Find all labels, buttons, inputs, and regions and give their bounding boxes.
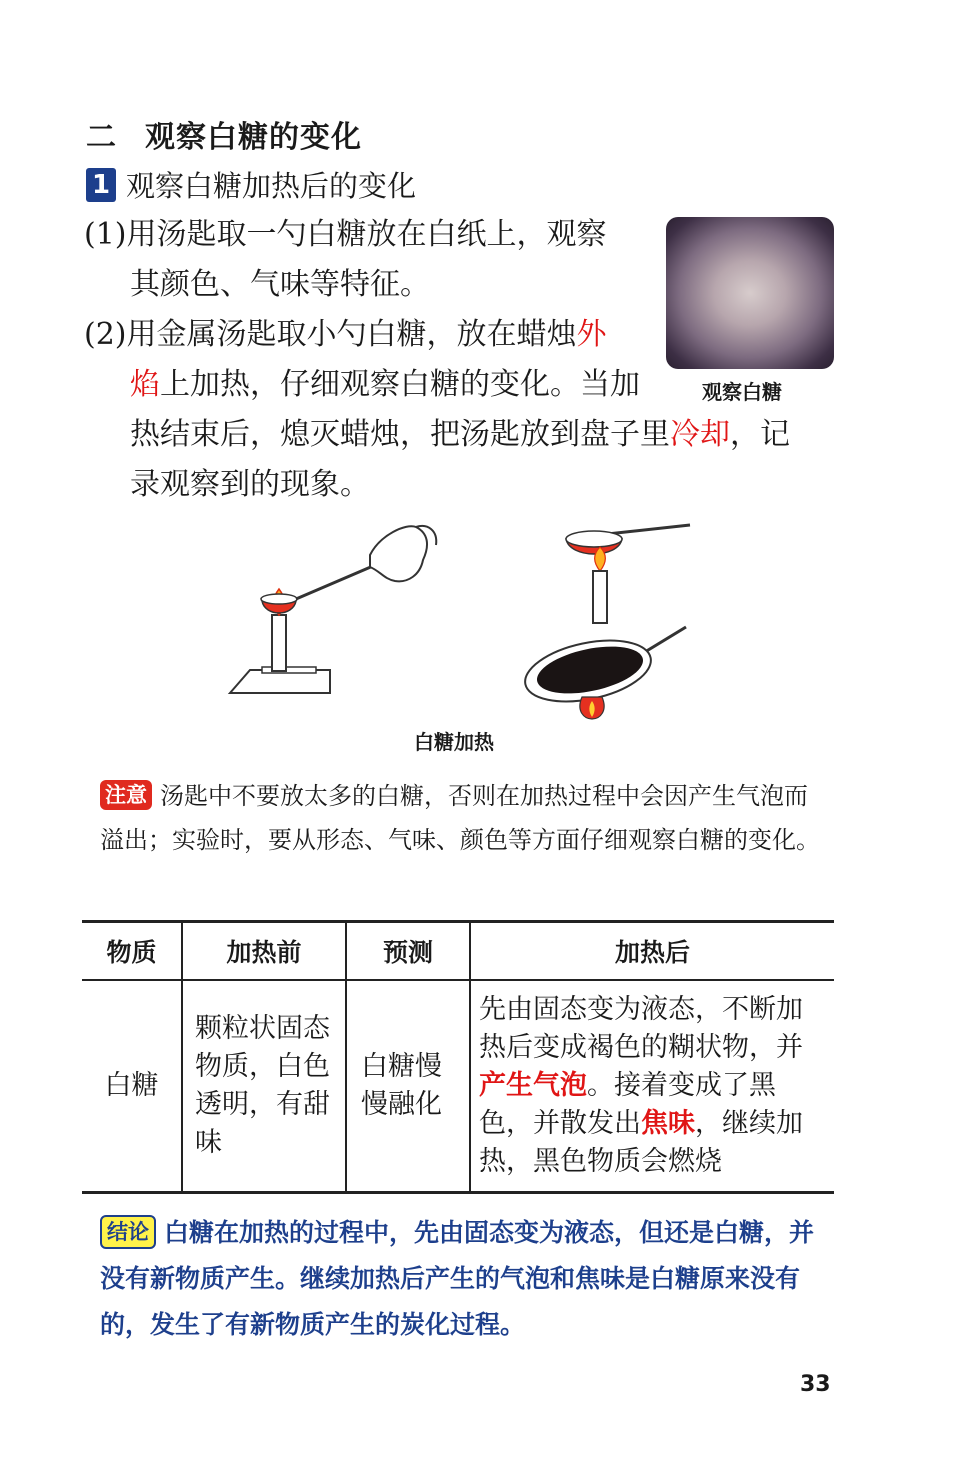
step-1-line-1: (1)用汤匙取一勺白糖放在白纸上，观察 — [84, 217, 607, 252]
note-text: 汤匙中不要放太多的白糖，否则在加热过程中会因产生气泡而溢出；实验时，要从形态、气味、颜色等方面仔细观察白糖的变化。 — [100, 782, 820, 854]
step-2-line-2: 上加热，仔细观察白糖的变化。当加 — [160, 367, 640, 402]
step-2-line-3: 热结束后，熄灭蜡烛，把汤匙放到盘子里 — [130, 417, 670, 452]
step-1 — [84, 210, 664, 310]
conclusion-text: 白糖在加热的过程中，先由固态变为液态，但还是白糖，并没有新物质产生。继续加热后产生的气泡和焦味是白糖原来没有的，发生了有新物质产生的炭化过程。 — [100, 1218, 815, 1339]
step-2-line-1: (2)用金属汤匙取小勺白糖，放在蜡烛 — [84, 317, 577, 352]
cell-predict: 白糖慢慢融化 — [346, 980, 470, 1193]
subsection-title: 观察白糖加热后的变化 — [126, 169, 417, 203]
cell-substance: 白糖 — [104, 1070, 159, 1101]
step-2-line-4: 录观察到的现象。 — [130, 467, 370, 502]
spoon-over-candle-illustration — [566, 525, 690, 623]
candle-with-spoon-illustration — [230, 526, 436, 693]
step-1-line-2: 其颜色、气味等特征。 — [130, 267, 430, 302]
sugar-photo — [666, 217, 834, 369]
highlight-flame: 焰 — [130, 367, 160, 402]
subsection-number-badge: 1 — [86, 168, 116, 202]
conclusion-box — [100, 1210, 830, 1348]
header-before: 加热前 — [182, 922, 346, 981]
photo-caption: 观察白糖 — [702, 380, 782, 404]
step-2: (2)用金属汤匙取小勺白糖，放在蜡烛外 焰上加热，仔细观察白糖的变化。当加 热结束后，熄灭蜡烛，把汤匙放到盘子里冷却，记 录观察到的现象。 — [84, 310, 844, 510]
table-header-row — [82, 922, 834, 981]
highlight-bubbles: 产生气泡 — [479, 1070, 587, 1101]
cell-before: 颗粒状固态物质，白色透明，有甜味 — [182, 980, 346, 1193]
highlight-cool: 冷却 — [670, 417, 730, 452]
page-number: 33 — [800, 1372, 831, 1397]
figure-caption: 白糖加热 — [414, 730, 494, 754]
burnt-sugar-spoon-illustration — [520, 627, 686, 719]
observation-table — [82, 920, 834, 1194]
highlight-outer: 外 — [576, 317, 607, 352]
heating-illustration — [220, 505, 710, 725]
header-predict: 预测 — [346, 922, 470, 981]
highlight-burnt-smell: 焦味 — [641, 1108, 695, 1139]
header-substance: 物质 — [82, 922, 182, 981]
section-heading — [86, 112, 362, 156]
note-tag: 注意 — [100, 780, 152, 810]
header-after: 加热后 — [470, 922, 834, 981]
table-row — [82, 980, 834, 1193]
subsection-heading — [86, 164, 416, 205]
cell-after: 先由固态变为液态，不断加热后变成褐色的糊状物，并产生气泡。接着变成了黑色，并散发出焦味，继续加热，黑色物质会燃烧 — [470, 980, 834, 1193]
conclusion-tag: 结论 — [100, 1215, 156, 1249]
note-box — [100, 774, 830, 862]
section-number: 二 — [86, 120, 117, 155]
section-title: 观察白糖的变化 — [145, 120, 362, 155]
